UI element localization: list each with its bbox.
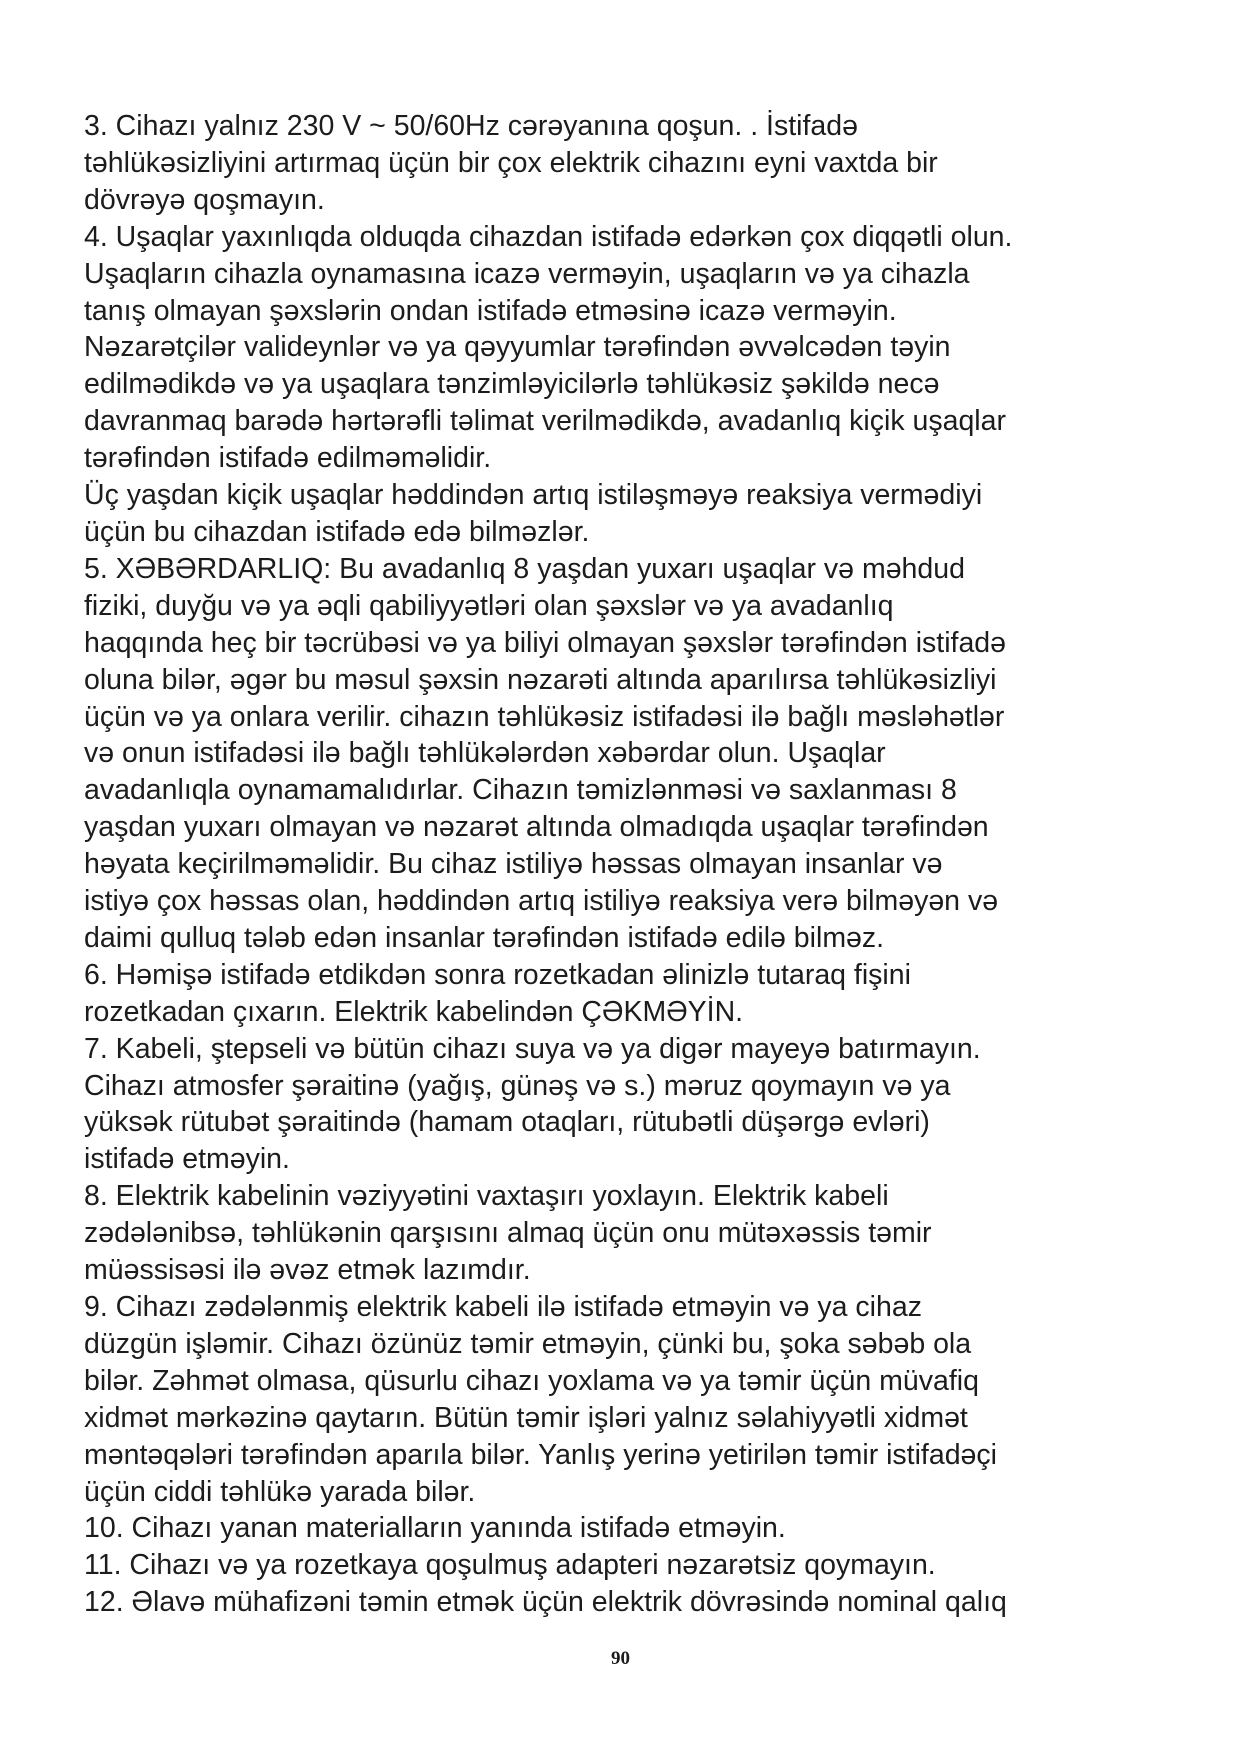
text-line: haqqında heç bir təcrübəsi və ya biliyi olmayan şəxslər tərəfindən istifadə bbox=[84, 626, 1007, 659]
text-line: 8. Elektrik kabelinin vəziyyətini vaxtaşırı yoxlayın. Elektrik kabeli bbox=[84, 1180, 889, 1213]
text-line: yüksək rütubət şəraitində (hamam otaqları, rütubətli düşərgə evləri) bbox=[84, 1106, 930, 1139]
text-line: edilmədikdə və ya uşaqlara tənzimləyicilərlə təhlükəsiz şəkildə necə bbox=[84, 368, 940, 401]
text-line: zədələnibsə, təhlükənin qarşısını almaq üçün onu mütəxəssis təmir bbox=[84, 1217, 932, 1250]
text-line: dövrəyə qoşmayın. bbox=[84, 183, 325, 216]
text-line: Nəzarətçilər valideynlər və ya qəyyumlar tərəfindən əvvəlcədən təyin bbox=[84, 331, 951, 364]
text-line: fiziki, duyğu və ya əqli qabiliyyətləri olan şəxslər və ya avadanlıq bbox=[84, 589, 894, 622]
text-line: müəssisəsi ilə əvəz etmək lazımdır. bbox=[84, 1254, 531, 1287]
text-line: Cihazı atmosfer şəraitinə (yağış, günəş və s.) məruz qoymayın və ya bbox=[84, 1069, 951, 1102]
text-line: 11. Cihazı və ya rozetkaya qoşulmuş adapteri nəzarətsiz qoymayın. bbox=[84, 1549, 936, 1582]
text-line: həyata keçirilməməlidir. Bu cihaz istiliyə həssas olmayan insanlar və bbox=[84, 848, 943, 881]
text-line: üçün bu cihazdan istifadə edə bilməzlər. bbox=[84, 515, 590, 548]
text-line: avadanlıqla oynamamalıdırlar. Cihazın təmizlənməsi və saxlanması 8 bbox=[84, 774, 957, 807]
text-line: 10. Cihazı yanan materialların yanında istifadə etməyin. bbox=[84, 1512, 786, 1545]
text-line: 5. XƏBƏRDARLIQ: Bu avadanlıq 8 yaşdan yuxarı uşaqlar və məhdud bbox=[84, 552, 965, 585]
text-line: 9. Cihazı zədələnmiş elektrik kabeli ilə istifadə etməyin və ya cihaz bbox=[84, 1291, 922, 1323]
text-line: 7. Kabeli, ştepseli və bütün cihazı suya və ya digər mayeyə batırmayın. bbox=[84, 1032, 981, 1065]
text-line: istiyə çox həssas olan, həddindən artıq istiliyə reaksiya verə bilməyən və bbox=[84, 885, 999, 918]
text-line: istifadə etməyin. bbox=[84, 1143, 290, 1176]
text-line: rozetkadan çıxarın. Elektrik kabelindən ÇƏKMƏYİN. bbox=[84, 995, 744, 1028]
text-line: bilər. Zəhmət olmasa, qüsurlu cihazı yoxlama və ya təmir üçün müvafiq bbox=[84, 1364, 979, 1397]
text-line: tanış olmayan şəxslərin ondan istifadə etməsinə icazə verməyin. bbox=[84, 294, 897, 327]
text-line: və onun istifadəsi ilə bağlı təhlükələrdən xəbərdar olun. Uşaqlar bbox=[84, 737, 886, 770]
text-line: üçün ciddi təhlükə yarada bilər. bbox=[84, 1475, 476, 1508]
text-line: 4. Uşaqlar yaxınlıqda olduqda cihazdan istifadə edərkən çox diqqətli olun. bbox=[84, 220, 1013, 253]
page-number: 90 bbox=[611, 1648, 630, 1669]
text-line: təhlükəsizliyini artırmaq üçün bir çox elektrik cihazını eyni vaxtda bir bbox=[84, 146, 938, 179]
text-line: 6. Həmişə istifadə etdikdən sonra rozetkadan əlinizlə tutaraq fişini bbox=[84, 958, 911, 991]
text-line: Uşaqların cihazla oynamasına icazə verməyin, uşaqların və ya cihazla bbox=[84, 257, 970, 290]
text-line: 12. Əlavə mühafizəni təmin etmək üçün elektrik dövrəsində nominal qalıq bbox=[84, 1586, 1007, 1619]
text-line: düzgün işləmir. Cihazı özünüz təmir etməyin, çünki bu, şoka səbəb ola bbox=[84, 1327, 972, 1360]
text-line: yaşdan yuxarı olmayan və nəzarət altında olmadıqda uşaqlar tərəfindən bbox=[84, 811, 989, 844]
text-line: məntəqələri tərəfindən aparıla bilər. Yanlış yerinə yetirilən təmir istifadəçi bbox=[84, 1438, 997, 1471]
text-line: daimi qulluq tələb edən insanlar tərəfindən istifadə edilə bilməz. bbox=[84, 921, 885, 954]
body-text bbox=[84, 108, 1204, 1621]
text-line: davranmaq barədə hərtərəfli təlimat verilmədikdə, avadanlıq kiçik uşaqlar bbox=[84, 405, 1006, 438]
text-line: üçün və ya onlara verilir. cihazın təhlükəsiz istifadəsi ilə bağlı məsləhətlər bbox=[84, 700, 1005, 733]
text-line: xidmət mərkəzinə qaytarın. Bütün təmir işləri yalnız səlahiyyətli xidmət bbox=[84, 1401, 968, 1434]
text-line: tərəfindən istifadə edilməməlidir. bbox=[84, 442, 492, 475]
text-line: 3. Cihazı yalnız 230 V ~ 50/60Hz cərəyanına qoşun. . İstifadə bbox=[84, 110, 858, 142]
text-line: oluna bilər, əgər bu məsul şəxsin nəzarəti altında aparılırsa təhlükəsizliyi bbox=[84, 663, 997, 696]
text-line: Üç yaşdan kiçik uşaqlar həddindən artıq istiləşməyə reaksiya vermədiyi bbox=[84, 479, 983, 512]
